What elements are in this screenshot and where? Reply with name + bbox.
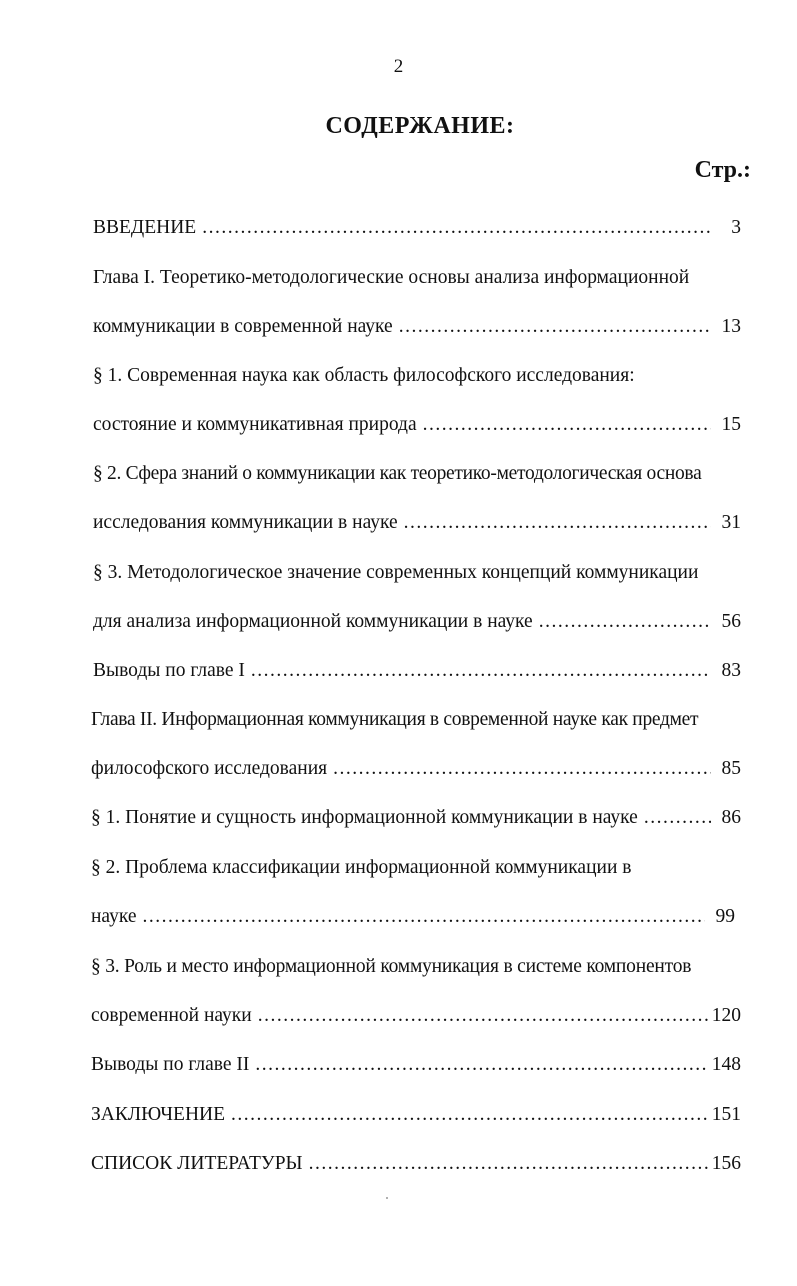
toc-entry-title: науке	[91, 906, 137, 927]
toc-entry-ch1-sec3	[93, 610, 741, 634]
toc-entry-ch2-conclusions	[91, 1053, 741, 1077]
dot-leader	[644, 806, 711, 830]
toc-entry-title: исследования коммуникации в науке	[93, 512, 398, 533]
toc-entry-title: современной науки	[91, 1005, 252, 1026]
toc-entry-page: 13	[721, 316, 741, 337]
dot-leader	[202, 216, 711, 240]
toc-entry-conclusion	[91, 1103, 741, 1127]
toc-entry-page: 85	[721, 758, 741, 779]
toc-entry-title: ЗАКЛЮЧЕНИЕ	[91, 1104, 226, 1125]
toc-entry-title: философского исследования	[91, 758, 328, 779]
toc-entry-ch2-sec2	[91, 905, 735, 929]
toc-entry-page: 156	[711, 1153, 741, 1174]
page-title: СОДЕРЖАНИЕ:	[325, 113, 515, 139]
toc-entry-page: 31	[721, 512, 741, 533]
toc-entry-ch1-sec1-line-1: § 1. Современная наука как область философского исследования:	[93, 365, 635, 386]
toc-entry-ch1-sec1	[93, 413, 741, 437]
dot-leader	[423, 413, 711, 437]
toc-entry-chapter-1-line-1: Глава I. Теоретико-методологические основы анализа информационной	[93, 267, 690, 288]
toc-entry-ch1-sec2	[93, 511, 741, 535]
dot-leader	[258, 1004, 708, 1028]
toc-entry-page: 99	[715, 906, 735, 927]
toc-entry-ch1-sec2-line-1: § 2. Сфера знаний о коммуникации как теоретико-методологическая основа	[93, 463, 702, 484]
pages-column-header: Стр.:	[694, 157, 751, 183]
dot-leader	[333, 757, 711, 781]
toc-entry-ch1-conclusions	[93, 659, 741, 683]
toc-entry-chapter-2	[91, 757, 741, 781]
toc-entry-title: для анализа информационной коммуникации в науке	[93, 611, 533, 632]
toc-entry-title: СПИСОК ЛИТЕРАТУРЫ	[91, 1153, 303, 1174]
dot-leader	[143, 905, 706, 929]
toc-entry-title: состояние и коммуникативная природа	[93, 414, 417, 435]
toc-entry-title: § 1. Понятие и сущность информационной коммуникации в науке	[91, 807, 638, 828]
toc-entry-bibliography	[91, 1152, 741, 1176]
toc-entry-title: ВВЕДЕНИЕ	[93, 217, 197, 238]
toc-entry-ch2-sec1	[91, 806, 741, 830]
toc-entry-page: 120	[711, 1005, 741, 1026]
toc-entry-title: Выводы по главе I	[93, 660, 245, 681]
toc-entry-title: коммуникации в современной науке	[93, 316, 393, 337]
toc-entry-page: 151	[711, 1104, 741, 1125]
dot-leader	[539, 610, 711, 634]
dot-leader	[309, 1152, 708, 1176]
dot-leader	[399, 315, 711, 339]
toc-entry-page: 15	[721, 414, 741, 435]
toc-entry-page: 56	[721, 611, 741, 632]
toc-entry-page: 148	[711, 1054, 741, 1075]
scan-speck	[386, 1197, 388, 1199]
toc-entry-ch2-sec3	[91, 1004, 741, 1028]
dot-leader	[255, 1053, 707, 1077]
toc-entry-ch1-sec3-line-1: § 3. Методологическое значение современных концепций коммуникации	[93, 562, 699, 583]
toc-entry-chapter-2-line-1: Глава II. Информационная коммуникация в современной науке как предмет	[91, 709, 699, 730]
dot-leader	[404, 511, 711, 535]
page-number: 2	[393, 56, 404, 77]
toc-entry-chapter-1	[93, 315, 741, 339]
toc-entry-title: Выводы по главе II	[91, 1054, 250, 1075]
toc-entry-page: 83	[721, 660, 741, 681]
toc-entry-page: 86	[721, 807, 741, 828]
dot-leader	[251, 659, 711, 683]
toc-entry-ch2-sec3-line-1: § 3. Роль и место информационной коммуникация в системе компонентов	[91, 956, 692, 977]
dot-leader	[231, 1103, 708, 1127]
toc-entry-intro	[93, 216, 741, 240]
toc-entry-ch2-sec2-line-1: § 2. Проблема классификации информационной коммуникации в	[91, 857, 632, 878]
toc-entry-page: 3	[731, 217, 741, 238]
